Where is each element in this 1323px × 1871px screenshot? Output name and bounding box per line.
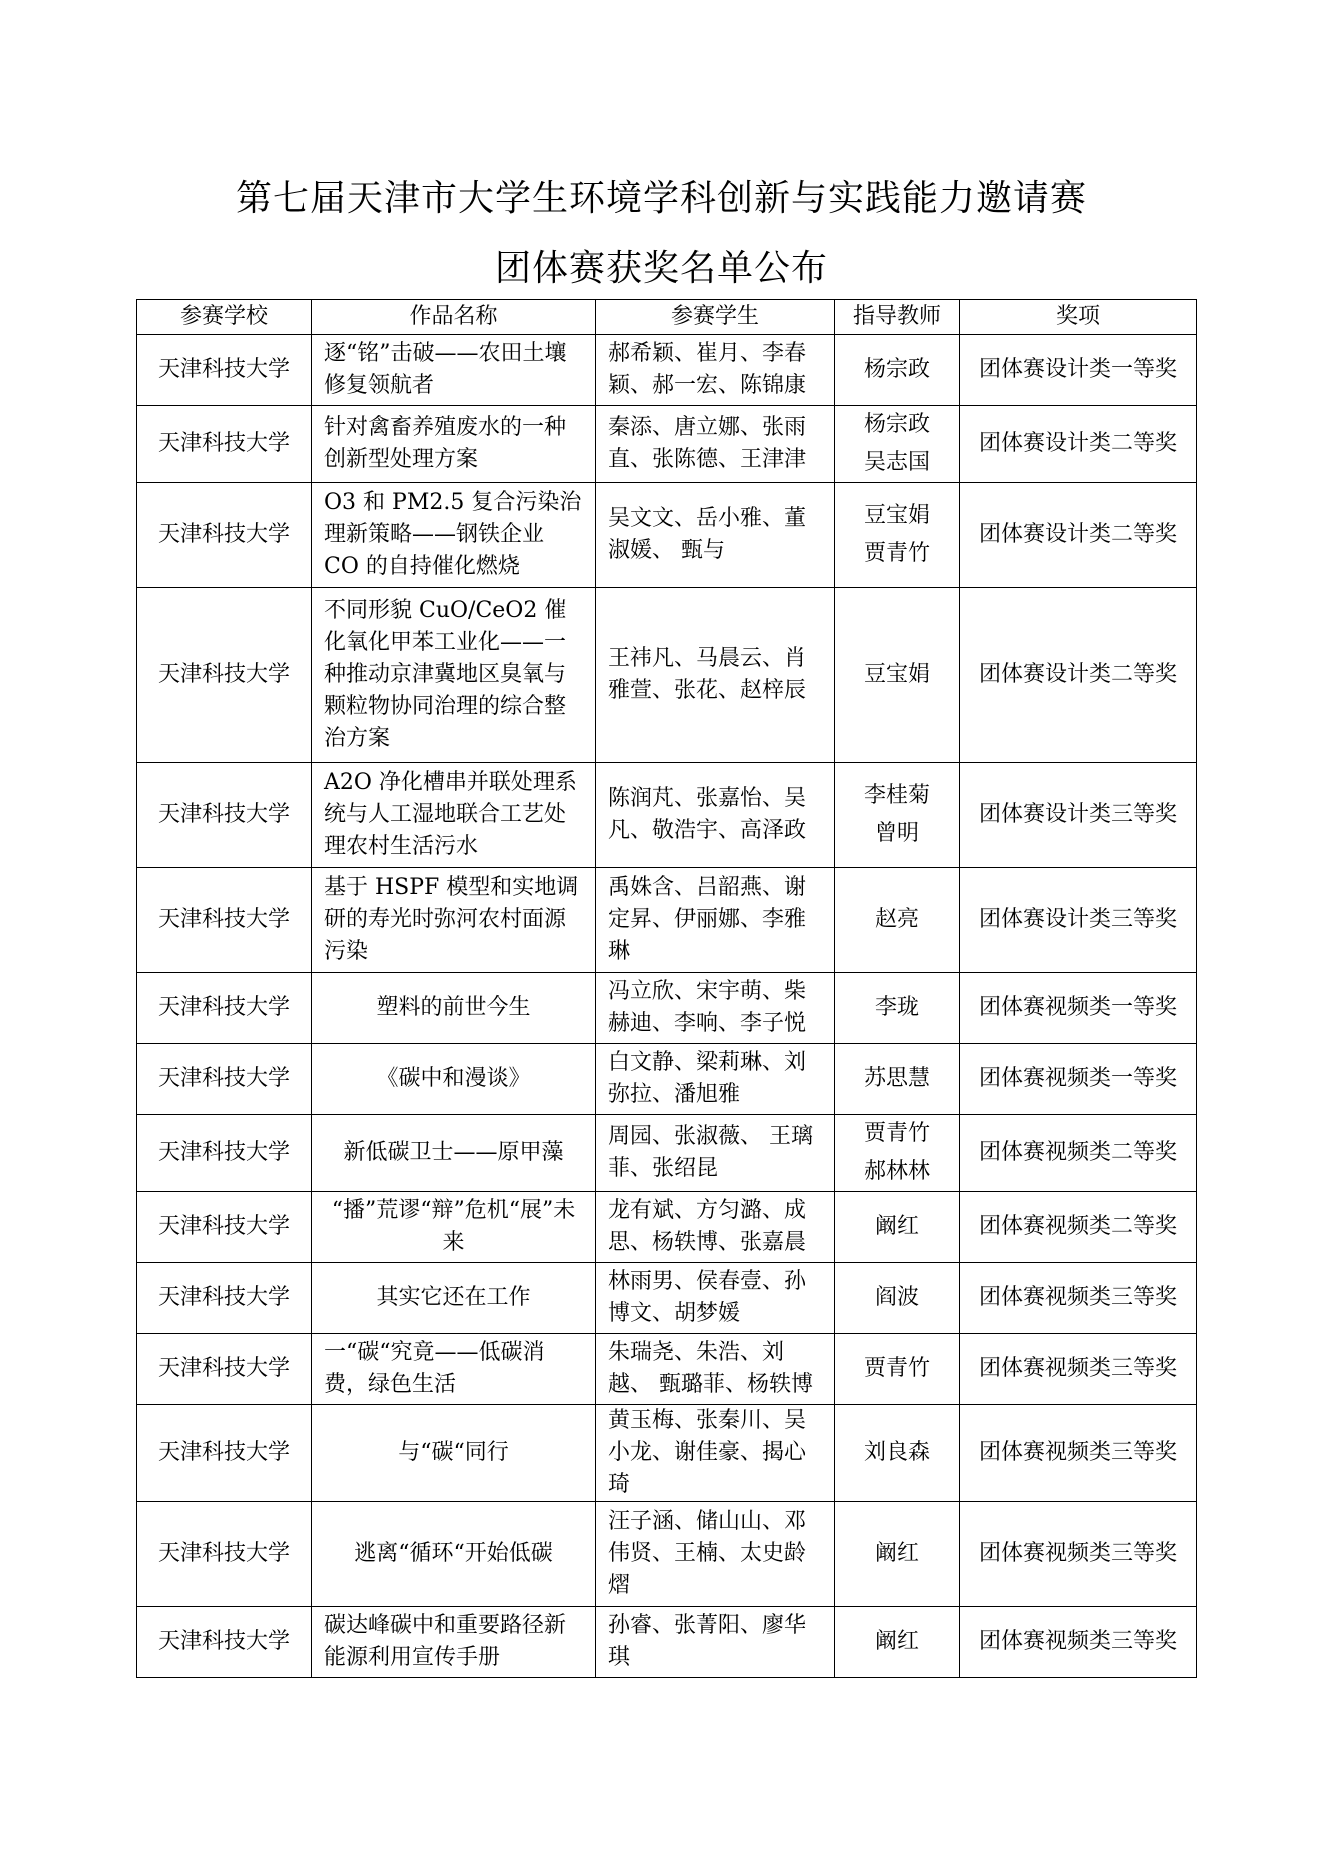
cell-work: 针对禽畜养殖废水的一种创新型处理方案 [312,406,596,483]
cell-school: 天津科技大学 [137,406,312,483]
cell-students: 秦添、唐立娜、张雨直、张陈德、王津津 [596,406,835,483]
cell-teacher [835,1334,960,1405]
cell-teacher [835,588,960,763]
cell-students: 朱瑞尧、朱浩、刘越、 甄璐菲、杨轶博 [596,1334,835,1405]
cell-work: 与“碳“同行 [312,1405,596,1502]
cell-school: 天津科技大学 [137,1044,312,1115]
cell-teacher [835,1263,960,1334]
header-students: 参赛学生 [596,300,835,335]
table-row [137,483,1197,588]
cell-award: 团体赛视频类二等奖 [960,1192,1197,1263]
table-row [137,973,1197,1044]
cell-students: 陈润芃、张嘉怡、吴凡、敬浩宇、高泽政 [596,763,835,868]
cell-students: 林雨男、侯春壹、孙博文、胡梦媛 [596,1263,835,1334]
teacher-name: 赵亮 [874,907,919,932]
teacher-name: 贾青竹 [863,541,930,566]
cell-school: 天津科技大学 [137,1607,312,1678]
page-subtitle: 团体赛获奖名单公布 [494,248,828,289]
teacher-name: 阎波 [874,1285,919,1310]
cell-students: 冯立欣、宋宇萌、柴赫迪、李响、李子悦 [596,973,835,1044]
cell-award: 团体赛设计类三等奖 [960,868,1197,973]
teacher-name: 豆宝娟 [863,503,930,528]
table-row [137,1502,1197,1607]
teacher-name: 吴志国 [863,450,930,475]
table-row [137,868,1197,973]
cell-teacher [835,406,960,483]
cell-students: 孙睿、张菁阳、廖华琪 [596,1607,835,1678]
cell-award: 团体赛设计类三等奖 [960,763,1197,868]
cell-work: A2O 净化槽串并联处理系统与人工湿地联合工艺处理农村生活污水 [312,763,596,868]
table-header-row [137,300,1197,335]
cell-students: 周园、张淑薇、 王璃菲、张绍昆 [596,1115,835,1192]
cell-school: 天津科技大学 [137,1115,312,1192]
cell-students: 白文静、梁莉琳、刘弥拉、潘旭雅 [596,1044,835,1115]
cell-school: 天津科技大学 [137,1263,312,1334]
cell-teacher [835,483,960,588]
cell-work: 基于 HSPF 模型和实地调研的寿光时弥河农村面源污染 [312,868,596,973]
cell-work: 碳达峰碳中和重要路径新能源利用宣传手册 [312,1607,596,1678]
cell-school: 天津科技大学 [137,763,312,868]
cell-students: 龙有斌、方匀潞、成思、杨轶博、张嘉晨 [596,1192,835,1263]
cell-award: 团体赛设计类二等奖 [960,588,1197,763]
table-row [137,1405,1197,1502]
table-row [137,763,1197,868]
header-teacher: 指导教师 [835,300,960,335]
cell-school: 天津科技大学 [137,1405,312,1502]
header-school: 参赛学校 [137,300,312,335]
cell-work: 不同形貌 CuO/CeO2 催化氧化甲苯工业化——一种推动京津冀地区臭氧与颗粒物协同治理的综合整治方案 [312,588,596,763]
page-title: 第七届天津市大学生环境学科创新与实践能力邀请赛 [235,178,1087,219]
cell-award: 团体赛视频类三等奖 [960,1334,1197,1405]
cell-teacher [835,1607,960,1678]
cell-award: 团体赛视频类三等奖 [960,1405,1197,1502]
table-row [137,335,1197,406]
cell-school: 天津科技大学 [137,1192,312,1263]
teacher-name: 阚红 [874,1214,919,1239]
cell-students: 王祎凡、马晨云、肖雅萱、张花、赵梓辰 [596,588,835,763]
cell-students: 禹姝含、吕韶燕、谢定昇、伊丽娜、李雅琳 [596,868,835,973]
teacher-name: 曾明 [874,821,919,846]
teacher-name: 贾青竹 [863,1121,930,1146]
cell-award: 团体赛设计类二等奖 [960,483,1197,588]
cell-work: 《碳中和漫谈》 [312,1044,596,1115]
cell-school: 天津科技大学 [137,1334,312,1405]
cell-school: 天津科技大学 [137,588,312,763]
cell-award: 团体赛设计类一等奖 [960,335,1197,406]
table-row [137,1607,1197,1678]
cell-award: 团体赛视频类一等奖 [960,973,1197,1044]
cell-teacher [835,868,960,973]
cell-teacher [835,1115,960,1192]
cell-work: O3 和 PM2.5 复合污染治理新策略——钢铁企业 CO 的自持催化燃烧 [312,483,596,588]
teacher-name: 郝林林 [863,1159,930,1184]
cell-school: 天津科技大学 [137,973,312,1044]
cell-award: 团体赛设计类二等奖 [960,406,1197,483]
cell-work: 其实它还在工作 [312,1263,596,1334]
table-row [137,588,1197,763]
cell-award: 团体赛视频类二等奖 [960,1115,1197,1192]
cell-teacher [835,973,960,1044]
cell-work: 逐“铭”击破——农田土壤修复领航者 [312,335,596,406]
cell-teacher [835,1044,960,1115]
teacher-name: 苏思慧 [863,1066,930,1091]
cell-teacher [835,1405,960,1502]
cell-teacher [835,335,960,406]
awards-table [136,299,1197,1678]
cell-award: 团体赛视频类三等奖 [960,1502,1197,1607]
cell-work: 塑料的前世今生 [312,973,596,1044]
cell-work: 逃离“循环“开始低碳 [312,1502,596,1607]
cell-students: 吴文文、岳小雅、董淑媛、 甄与 [596,483,835,588]
cell-work: 一“碳“究竟——低碳消费，绿色生活 [312,1334,596,1405]
cell-students: 汪子涵、储山山、邓伟贤、王楠、太史龄熠 [596,1502,835,1607]
table-row [137,1044,1197,1115]
teacher-name: 阚红 [874,1629,919,1654]
teacher-name: 杨宗政 [863,357,930,382]
cell-students: 黄玉梅、张秦川、吴小龙、谢佳豪、揭心琦 [596,1405,835,1502]
teacher-name: 杨宗政 [863,412,930,437]
teacher-name: 贾青竹 [863,1356,930,1381]
table-row [137,1115,1197,1192]
teacher-name: 李珑 [874,995,919,1020]
cell-students: 郝希颖、崔月、李春颖、郝一宏、陈锦康 [596,335,835,406]
header-work: 作品名称 [312,300,596,335]
header-award: 奖项 [960,300,1197,335]
table-row [137,1263,1197,1334]
cell-work: “播”荒谬“辩”危机“展”未来 [312,1192,596,1263]
teacher-name: 阚红 [874,1541,919,1566]
cell-teacher [835,763,960,868]
cell-teacher [835,1502,960,1607]
cell-school: 天津科技大学 [137,1502,312,1607]
teacher-name: 豆宝娟 [863,662,930,687]
table-row [137,406,1197,483]
teacher-name: 刘良森 [863,1440,930,1465]
cell-work: 新低碳卫士——原甲藻 [312,1115,596,1192]
cell-award: 团体赛视频类三等奖 [960,1263,1197,1334]
cell-award: 团体赛视频类三等奖 [960,1607,1197,1678]
cell-award: 团体赛视频类一等奖 [960,1044,1197,1115]
table-row [137,1334,1197,1405]
cell-school: 天津科技大学 [137,335,312,406]
table-row [137,1192,1197,1263]
cell-school: 天津科技大学 [137,868,312,973]
cell-school: 天津科技大学 [137,483,312,588]
cell-teacher [835,1192,960,1263]
teacher-name: 李桂菊 [863,783,930,808]
